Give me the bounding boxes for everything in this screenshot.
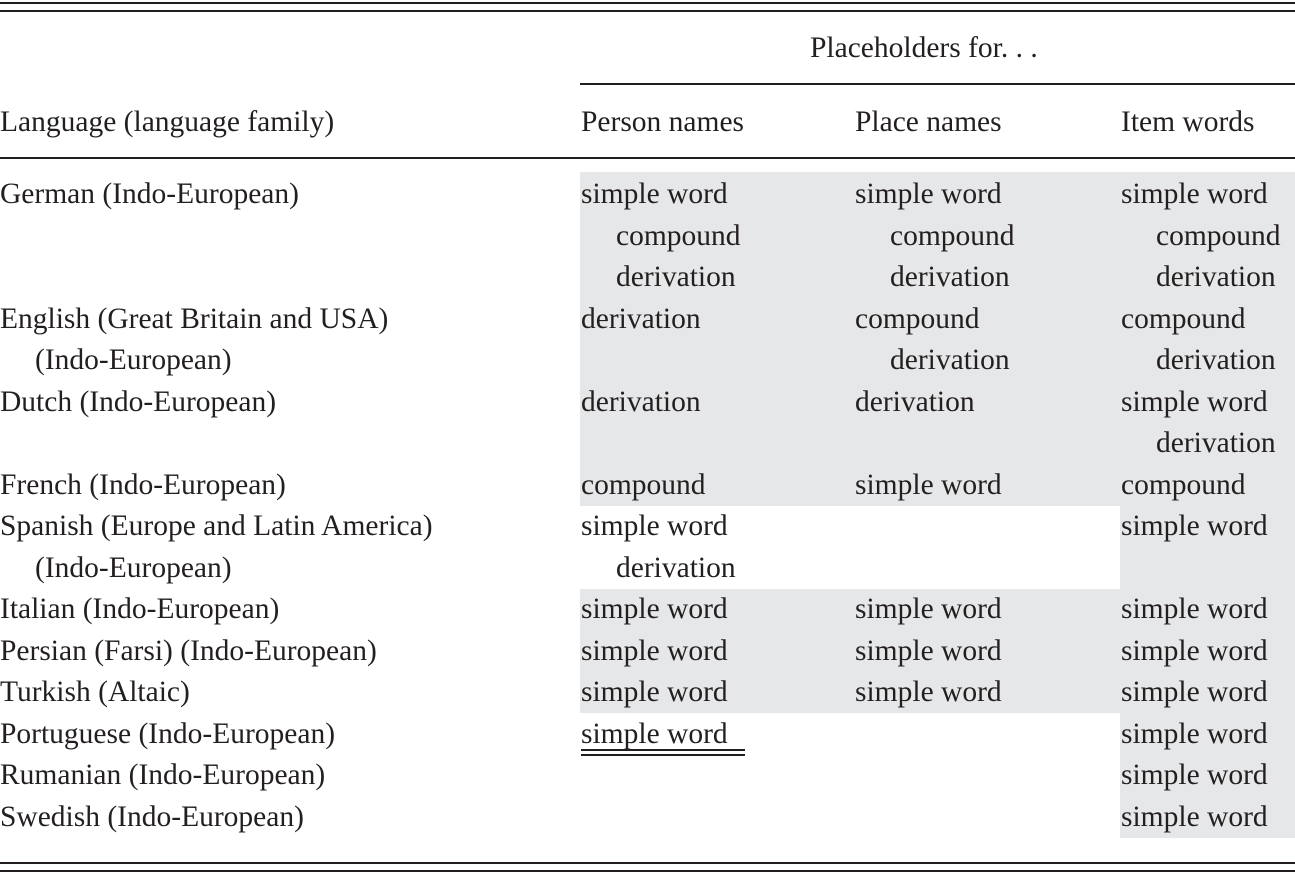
cell-person: derivation (581, 302, 701, 335)
cell-place: simple word (855, 178, 1002, 210)
table-row-swedish-language: Swedish (Indo-European) (0, 800, 304, 833)
bottom-rule-inner (0, 862, 1295, 864)
cell-item: simple word (1121, 593, 1268, 625)
cell-place: derivation (855, 385, 975, 418)
cell-person: simple word (581, 676, 728, 708)
cell-place: simple word (855, 676, 1002, 708)
cell-person: simple word (581, 593, 728, 625)
cell-item: simple word (1121, 717, 1268, 750)
cell-person: compound (581, 468, 706, 501)
cell-item: derivation (1156, 261, 1276, 293)
group-header: Placeholders for. . . (810, 32, 1038, 64)
table-row-dutch-language: Dutch (Indo-European) (0, 385, 277, 418)
table-row-portuguese-language: Portuguese (Indo-European) (0, 717, 336, 750)
cell-person: simple word (581, 634, 728, 667)
cell-item: compound (1121, 468, 1246, 501)
group-header-rule (580, 83, 1295, 85)
cell-person-double-underlined: simple word (581, 717, 728, 750)
column-header-item: Item words (1121, 106, 1255, 138)
cell-person: derivation (616, 551, 736, 584)
table-row-spanish-language: Spanish (Europe and Latin America) (0, 510, 433, 542)
header-bottom-rule (0, 157, 1295, 159)
cell-place: compound (890, 219, 1015, 252)
cell-place: simple word (855, 468, 1002, 501)
table-row-italian-language: Italian (Indo-European) (0, 593, 280, 625)
cell-person: simple word (581, 510, 728, 542)
table-row-persian-language: Persian (Farsi) (Indo-European) (0, 634, 377, 667)
column-header-place: Place names (855, 106, 1002, 138)
top-rule-inner (0, 10, 1295, 12)
cell-item: simple word (1121, 385, 1268, 418)
table-row-french-language: French (Indo-European) (0, 468, 286, 501)
cell-person: derivation (616, 261, 736, 293)
cell-person: simple word (581, 178, 728, 210)
column-header-language: Language (language family) (0, 106, 335, 138)
cell-place: simple word (855, 634, 1002, 667)
double-underline-top (581, 749, 745, 751)
cell-place: derivation (890, 344, 1010, 376)
table-row-turkish-language: Turkish (Altaic) (0, 676, 190, 708)
bottom-rule-outer (0, 870, 1295, 872)
cell-person: derivation (581, 385, 701, 418)
table-row-german-language: German (Indo-European) (0, 178, 299, 210)
cell-item: simple word (1121, 800, 1268, 833)
cell-item: compound (1156, 219, 1281, 252)
cell-item: simple word (1121, 634, 1268, 667)
table-row-english-language-cont: (Indo-European) (35, 344, 232, 376)
cell-item: simple word (1121, 178, 1268, 210)
cell-item: derivation (1156, 344, 1276, 376)
column-header-person: Person names (581, 106, 745, 138)
cell-item: derivation (1156, 427, 1276, 459)
table-row-spanish-language-cont: (Indo-European) (35, 551, 232, 584)
cell-place: simple word (855, 593, 1002, 625)
table-row-english-language: English (Great Britain and USA) (0, 302, 389, 335)
cell-place: derivation (890, 261, 1010, 293)
cell-item: simple word (1121, 759, 1268, 791)
cell-item: compound (1121, 302, 1246, 335)
cell-item: simple word (1121, 676, 1268, 708)
top-rule-outer (0, 2, 1295, 4)
cell-person: compound (616, 219, 741, 252)
cell-item: simple word (1121, 510, 1268, 542)
table-row-rumanian-language: Rumanian (Indo-European) (0, 759, 326, 791)
cell-place: compound (855, 302, 980, 335)
double-underline-bottom (581, 754, 745, 756)
